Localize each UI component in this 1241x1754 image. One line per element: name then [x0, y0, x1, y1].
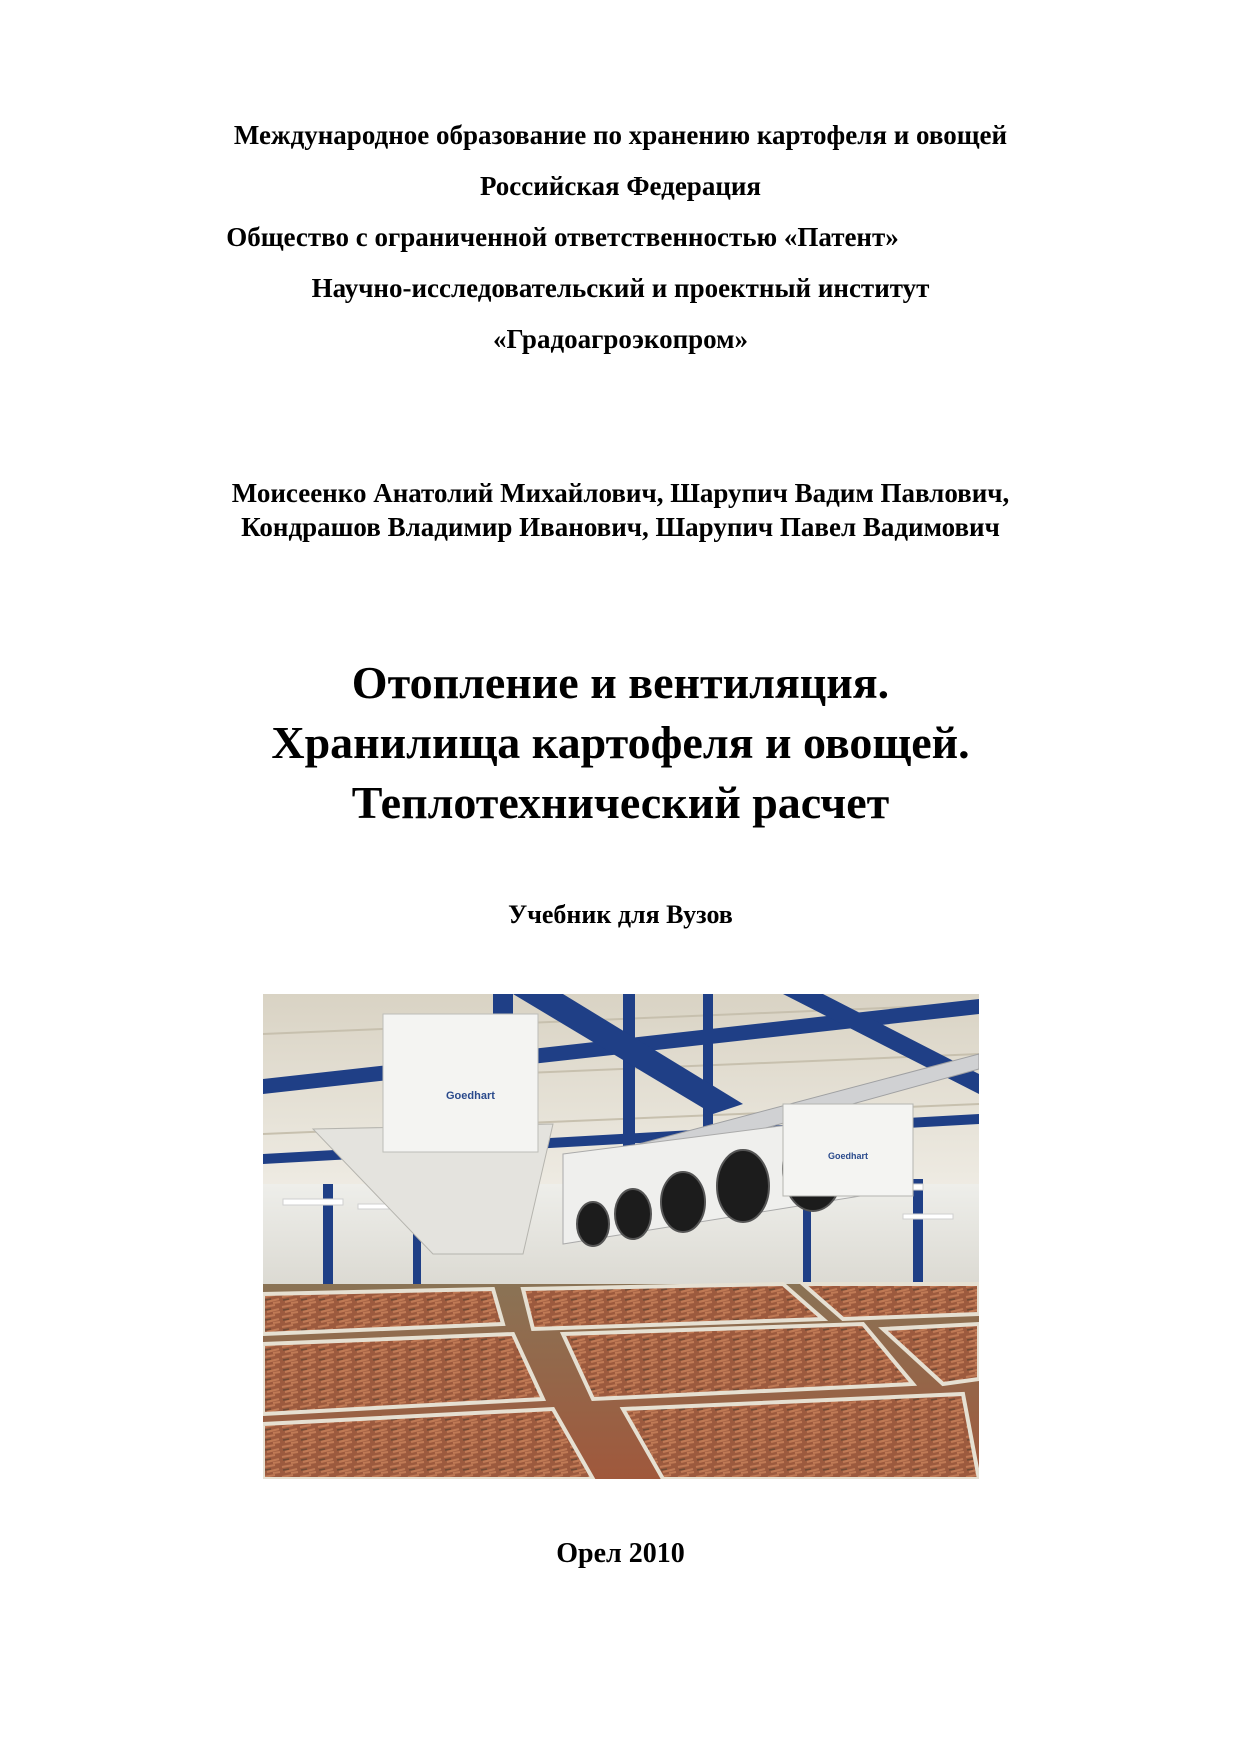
- org-line-institute: Научно-исследовательский и проектный институт: [311, 273, 930, 303]
- org-line-company: Общество с ограниченной ответственностью «Патент»: [226, 222, 899, 252]
- title-line-1: Отопление и вентиляция.: [351, 657, 890, 708]
- title-line-2: Хранилища картофеля и овощей.: [271, 717, 970, 768]
- title-line-3: Теплотехнический расчет: [351, 777, 890, 828]
- org-line-institute-name: «Градоагроэкопром»: [492, 324, 749, 354]
- ventilation-unit-left: [383, 1014, 538, 1152]
- authors-line-1: Моисеенко Анатолий Михайлович, Шарупич Вадим Павлович,: [231, 478, 1010, 508]
- org-line-country: Российская Федерация: [479, 171, 762, 201]
- publication-place-year: Орел 2010: [556, 1538, 685, 1569]
- ventilation-unit-right: [783, 1104, 913, 1196]
- unit-brand-label-right: Goedhart: [828, 1151, 869, 1161]
- book-type-subtitle: Учебник для Вузов: [508, 900, 733, 929]
- unit-brand-label-left: Goedhart: [446, 1090, 495, 1102]
- org-line-international: Международное образование по хранению картофеля и овощей: [233, 120, 1008, 150]
- cover-photo-storage-facility: [263, 994, 979, 1479]
- authors-line-2: Кондрашов Владимир Иванович, Шарупич Павел Вадимович: [241, 512, 1000, 542]
